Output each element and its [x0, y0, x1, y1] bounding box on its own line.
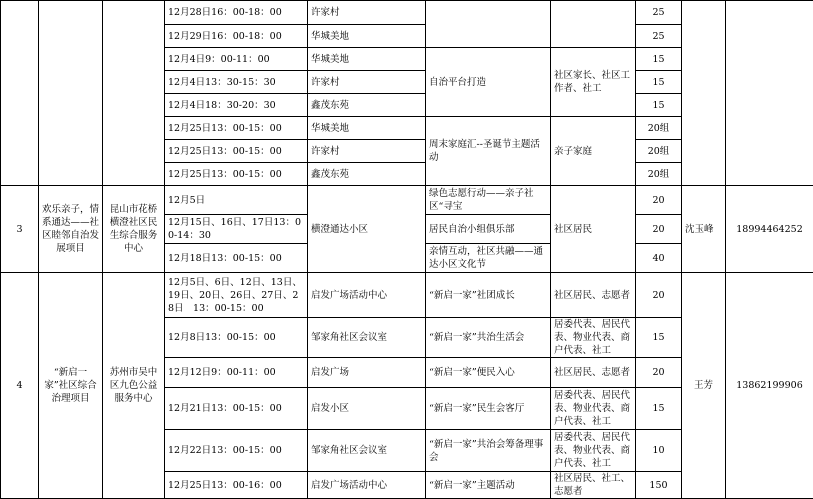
date-cell: 12月21日13：00-15：00	[165, 388, 308, 430]
date-cell: 12月22日13：00-15：00	[165, 430, 308, 472]
count-cell: 15	[636, 71, 682, 94]
place-cell: 许家村	[308, 1, 426, 25]
date-cell: 12月5日、6日、12日、13日、19日、20日、26日、27日、28日 13：00-15：00	[165, 273, 308, 318]
activity-cell: 居民自治小组俱乐部	[426, 215, 551, 244]
activity-cell: “新启一家”民生会客厅	[426, 388, 551, 430]
table-row	[1, 273, 813, 318]
place-cell: 华城美地	[308, 48, 426, 71]
place-cell: 启发广场活动中心	[308, 472, 426, 499]
activity-cell: 自治平台打造	[426, 48, 551, 117]
count-cell: 15	[636, 388, 682, 430]
count-cell: 20组	[636, 163, 682, 186]
audience-cell	[551, 1, 636, 48]
audience-cell: 居委代表、居民代表、物业代表、商户代表、社工	[551, 318, 636, 358]
audience-cell: 亲子家庭	[551, 117, 636, 186]
place-cell: 许家村	[308, 140, 426, 163]
count-cell: 20	[636, 273, 682, 318]
count-cell: 20	[636, 215, 682, 244]
count-cell: 20	[636, 358, 682, 388]
count-cell: 150	[636, 472, 682, 499]
count-cell: 40	[636, 244, 682, 273]
activity-cell: 绿色志愿行动——亲子社区“寻宝	[426, 186, 551, 215]
place-cell: 启发小区	[308, 388, 426, 430]
phone-cell	[726, 1, 813, 186]
table-row	[1, 186, 813, 215]
place-cell: 启发广场活动中心	[308, 273, 426, 318]
activity-cell: “新启一家”共治会筹备理事会	[426, 430, 551, 472]
audience-cell: 社区家长、社区工作者、社工	[551, 48, 636, 117]
date-cell: 12月12日9：00-11：00	[165, 358, 308, 388]
place-cell: 启发广场	[308, 358, 426, 388]
audience-cell: 社区居民	[551, 186, 636, 273]
date-cell: 12月25日13：00-15：00	[165, 163, 308, 186]
contact-cell: 王芳	[682, 273, 726, 499]
date-cell: 12月18日13：00-15：00	[165, 244, 308, 273]
activity-cell: “新启一家”共治生活会	[426, 318, 551, 358]
project-org-cell	[103, 1, 165, 186]
place-cell: 华城美地	[308, 117, 426, 140]
project-org-cell: 苏州市吴中区九色公益服务中心	[103, 273, 165, 499]
activity-cell: “新启一家”主题活动	[426, 472, 551, 499]
date-cell: 12月8日13：00-15：00	[165, 318, 308, 358]
place-cell: 华城美地	[308, 25, 426, 48]
audience-cell: 社区居民、志愿者	[551, 273, 636, 318]
audience-cell: 社区居民、志愿者	[551, 358, 636, 388]
count-cell: 25	[636, 1, 682, 25]
activity-cell	[426, 1, 551, 48]
date-cell: 12月25日13：00-15：00	[165, 140, 308, 163]
project-no-cell: 4	[1, 273, 39, 499]
contact-cell	[682, 1, 726, 186]
project-name-cell	[39, 1, 103, 186]
activity-cell: 亲情互动，社区共融——通达小区文化节	[426, 244, 551, 273]
audience-cell: 居委代表、居民代表、物业代表、商户代表、社工	[551, 430, 636, 472]
date-cell: 12月28日16：00-18：00	[165, 1, 308, 25]
audience-cell: 社区居民、社工、志愿者	[551, 472, 636, 499]
date-cell: 12月29日16：00-18：00	[165, 25, 308, 48]
project-name-cell: “新启一家”社区综合治理项目	[39, 273, 103, 499]
project-org-cell: 昆山市花桥横澄社区民生综合服务中心	[103, 186, 165, 273]
date-cell: 12月15日、16日、17日13：00-14：30	[165, 215, 308, 244]
count-cell: 20	[636, 186, 682, 215]
phone-cell: 18994464252	[726, 186, 813, 273]
place-cell: 许家村	[308, 71, 426, 94]
activity-cell: “新启一家”社团成长	[426, 273, 551, 318]
date-cell: 12月25日13：00-15：00	[165, 117, 308, 140]
contact-cell: 沈玉峰	[682, 186, 726, 273]
count-cell: 15	[636, 318, 682, 358]
place-cell: 邹家角社区会议室	[308, 318, 426, 358]
count-cell: 10	[636, 430, 682, 472]
place-cell: 邹家角社区会议室	[308, 430, 426, 472]
date-cell: 12月4日13：30-15：30	[165, 71, 308, 94]
count-cell: 20组	[636, 140, 682, 163]
project-no-cell: 3	[1, 186, 39, 273]
place-cell: 横澄通达小区	[308, 186, 426, 273]
count-cell: 20组	[636, 117, 682, 140]
table-row	[1, 1, 813, 25]
date-cell: 12月4日9：00-11：00	[165, 48, 308, 71]
project-name-cell: 欢乐亲子，情系通达——社区睦邻自治发展项目	[39, 186, 103, 273]
activity-cell: “新启一家”便民入心	[426, 358, 551, 388]
date-cell: 12月4日18：30-20：30	[165, 94, 308, 117]
count-cell: 25	[636, 25, 682, 48]
date-cell: 12月25日13：00-16：00	[165, 472, 308, 499]
count-cell: 15	[636, 48, 682, 71]
phone-cell: 13862199906	[726, 273, 813, 499]
count-cell: 15	[636, 94, 682, 117]
audience-cell: 居委代表、居民代表、物业代表、商户代表、社工	[551, 388, 636, 430]
project-no-cell	[1, 1, 39, 186]
date-cell: 12月5日	[165, 186, 308, 215]
activity-cell: 周末家庭汇--圣诞节主题活动	[426, 117, 551, 186]
place-cell: 鑫茂东苑	[308, 163, 426, 186]
place-cell: 鑫茂东苑	[308, 94, 426, 117]
